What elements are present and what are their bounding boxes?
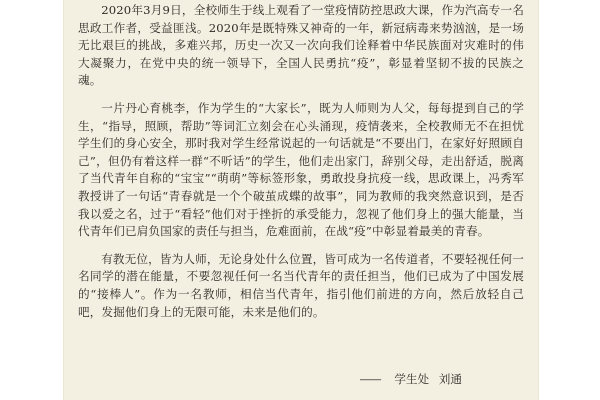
paragraph-2: 一片丹心育桃李，作为学生的“大家长”，既为人师则为人父，每每提到自己的学生，“指导，照顾，帮助”等词汇立刻会在心头涌现，疫情袭来，全校教师无不在担忧学生们的身心安全，那时我对学生经常说起的一句话就是“不要出门，在家好好照顾自己”，但仍有着这样一群“不听话”的学生，他们走出家门，辞别父母，走出舒适，脱离了当代青年自称的“宝宝”“萌萌”等标签形象，勇敢投身抗疫一线，思政课上，冯秀军教授讲了一句话“青春就是一个个破茧成蝶的故事”，同为教师的我突然意识到，是否我以爱之名，过于“看轻”他们对于挫折的承受能力，忽视了他们身上的强大能量，当代青年们已肩负国家的责任与担当，危难面前，在战“疫”中彰显着最美的青春。 [78, 100, 524, 239]
signature-dash: —— [359, 372, 381, 386]
paragraph-1: 2020年3月9日，全校师生于线上观看了一堂疫情防控思政大课，作为汽高专一名思政工作者，受益匪浅。2020年是既特殊又神奇的一年，新冠病毒来势汹汹，是一场无比艰巨的挑战，多难兴邦，历史一次又一次向我们诠释着中华民族面对灾难时的伟大凝聚力，在党中央的统一领导下，全国人民勇抗“疫”，彰显着坚韧不拔的民族之魂。 [78, 3, 524, 88]
signature [359, 371, 462, 387]
signature-department: 学生处 [394, 372, 430, 386]
paragraph-3: 有教无位，皆为人师，无论身处什么位置，皆可成为一名传道者，不要轻视任何一名同学的潜在能量，不要忽视任何一名当代青年的责任担当，他们已成为了中国发展的“接棒人”。作为一名教师，相信当代青年，指引他们前进的方向，然后放轻自己吧，发掘他们身上的无限可能，未来是他们的。 [78, 251, 524, 319]
signature-author: 刘通 [438, 372, 462, 386]
article-paper [64, 0, 538, 400]
article-body [78, 2, 524, 321]
